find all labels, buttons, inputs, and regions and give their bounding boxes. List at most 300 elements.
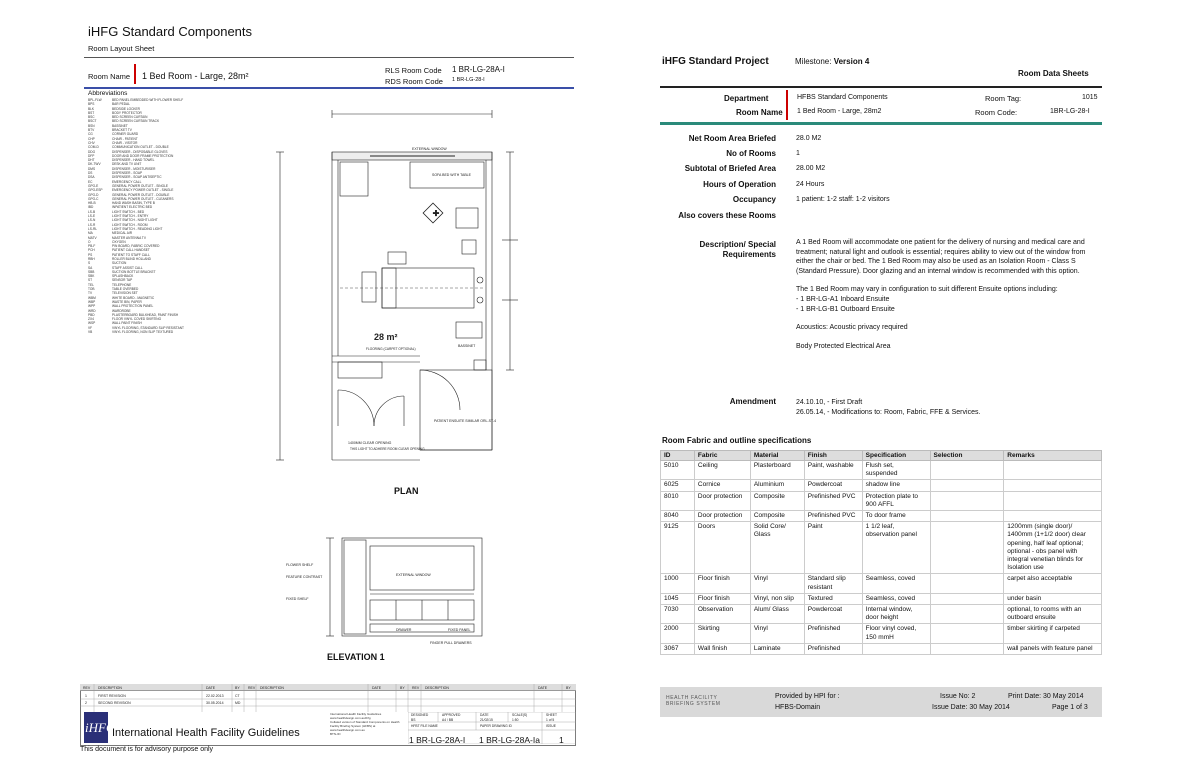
table-cell: Aluminium — [750, 480, 804, 491]
abbreviation-meaning: DISPENSER - SOAP — [112, 171, 143, 176]
floor-plan-drawing — [270, 100, 570, 490]
table-cell: Plasterboard — [750, 461, 804, 480]
table-cell — [930, 643, 1004, 654]
date-header: DATE — [480, 713, 489, 717]
rev-cell: 2 — [85, 701, 87, 705]
sheet-value: 1 of 5 — [546, 718, 555, 722]
abbreviation-code: DDG — [88, 149, 96, 154]
abbreviation-meaning: TELEVISION SET — [112, 291, 138, 296]
net-area-label: Net Room Area Briefed — [688, 134, 776, 143]
abbreviation-meaning: DISPENSER - HAND TOWEL — [112, 158, 155, 163]
abbreviation-meaning: CHAIR - PATIENT — [112, 136, 138, 141]
abbreviation-code: COM-D — [88, 145, 99, 150]
divider — [660, 86, 1102, 88]
elevation-finish-label: FINGER PULL DRAWERS — [430, 641, 472, 645]
abbreviation-code: GPO-C — [88, 196, 99, 201]
abbreviation-meaning: COMMUNICATION OUTLET - DOUBLE — [112, 145, 169, 150]
abbreviation-code: O — [88, 239, 91, 244]
table-cell: Door protection — [694, 511, 750, 522]
rev-by-cell: CT — [235, 694, 240, 698]
hours-value: 24 Hours — [796, 181, 825, 188]
elevation-window-label: EXTERNAL WINDOW — [396, 573, 431, 577]
abbreviation-code: CHV — [88, 140, 95, 145]
abbreviation-meaning: GENERAL POWER OUTLET - DOUBLE — [112, 192, 170, 197]
rds-room-code-label: RDS Room Code — [385, 77, 443, 86]
date-col-header: DATE — [372, 686, 382, 690]
abbreviation-code: DS — [88, 171, 93, 176]
elevation-flower-shelf-label: FLOWER SHELF — [286, 563, 314, 567]
amendment-item: 26.05.14, - Modifications to: Room, Fabric, FFE & Services. — [796, 408, 981, 416]
table-cell: Composite — [750, 511, 804, 522]
abbreviation-meaning: WALL PROTECTION PANEL — [112, 304, 154, 309]
abbreviation-code: TOB — [88, 287, 95, 292]
table-cell — [930, 624, 1004, 643]
table-cell: Wall finish — [694, 643, 750, 654]
table-row — [661, 593, 1102, 604]
table-cell — [930, 522, 1004, 574]
abbreviation-meaning: GENERAL POWER OUTLET - CLEANERS — [112, 196, 174, 201]
table-cell: 1 1/2 leaf, observation panel — [862, 522, 930, 574]
table-cell: Textured — [804, 593, 862, 604]
room-code-label: Room Code: — [975, 108, 1018, 117]
table-cell: Door protection — [694, 491, 750, 510]
table-body — [661, 461, 1102, 655]
abbreviation-meaning: PLASTERBOARD BULKHEAD, PAINT FINISH — [112, 312, 179, 317]
abbreviation-code: VB — [88, 330, 93, 335]
ensuite-option: - 1 BR-LG-B1 Outboard Ensuite — [796, 305, 895, 313]
right-sheet-title: iHFG Standard Project — [662, 56, 769, 67]
description-col-header: DESCRIPTION — [98, 686, 122, 690]
abbreviation-code: WRD — [88, 308, 96, 313]
room-tag-value: 1015 — [1082, 94, 1098, 101]
abbreviation-meaning: HAND WASH BASIN, TYPE B — [112, 201, 155, 206]
table-cell: 5010 — [661, 461, 695, 480]
abbreviation-meaning: STAFF ASSIST CALL — [112, 265, 143, 270]
abbreviation-code: BLK — [88, 106, 95, 111]
svg-text:✚: ✚ — [432, 209, 440, 218]
abbreviation-meaning: ROLLER BLIND HOLLAND — [112, 256, 151, 261]
sheet-header: SHEET — [546, 713, 557, 717]
scale-value: 1:50 — [512, 718, 519, 722]
abbreviation-code: BPS — [88, 102, 95, 107]
abbreviation-meaning: DOOR AND DOOR FRAME PROTECTION — [112, 153, 174, 158]
abbreviation-row — [88, 330, 278, 334]
revision-table-header — [80, 684, 576, 705]
rev-date-cell: 22.02.2013 — [206, 694, 224, 698]
by-col-header: BY — [235, 686, 240, 690]
hours-label: Hours of Operation — [703, 180, 776, 189]
abbreviation-meaning: EMERGENCY CALL — [112, 179, 142, 184]
plan-bassinet-label: BASSINET — [458, 344, 476, 348]
table-cell — [930, 511, 1004, 522]
description-paragraph: A 1 Bed Room will accommodate one patient for the delivery of nursing and medical care and treatment; natural light and outlook is essential; requires ability to view out of the window from either the chair or bed. The 1 Bed Room may also be used as an Isolation Room - Class S (Standard Pressure). Door glazing and an internal window is recommended with this option. — [796, 239, 1086, 275]
room-name-value: 1 Bed Room - Large, 28m² — [142, 71, 249, 81]
table-cell: 3067 — [661, 643, 695, 654]
plan-flooring-label: FLOORING (CARPET OPTIONAL) — [366, 347, 416, 351]
table-row — [661, 605, 1102, 624]
table-cell — [930, 593, 1004, 604]
abbreviation-meaning: BASSINET — [112, 123, 128, 128]
abbreviation-code: MA — [88, 231, 93, 236]
elevation-fixed-panel-label: FIXED PANEL — [448, 628, 471, 632]
abbreviation-code: VF — [88, 325, 93, 330]
elevation-label: ELEVATION 1 — [327, 652, 385, 662]
abbreviation-meaning: BED PANEL EMBEDDED WITH FLOWER SHELF — [112, 98, 184, 102]
table-cell: Prefinished PVC — [804, 491, 862, 510]
amendment-item: 24.10.10, - First Draft — [796, 399, 863, 406]
table-cell — [930, 480, 1004, 491]
footer-file-code: 1 BR-LG-28A-I — [409, 735, 466, 745]
abbreviation-meaning: PATIENT CALL HANDSET — [112, 248, 150, 253]
table-cell: Paint, washable — [804, 461, 862, 480]
abbreviation-meaning: BAR PEDAL — [112, 102, 130, 107]
abbreviation-meaning: DISPENSER - DISPOSABLE GLOVES — [112, 149, 168, 154]
table-cell: Cornice — [694, 480, 750, 491]
table-row — [661, 480, 1102, 491]
table-cell: Floor finish — [694, 574, 750, 593]
abbreviation-meaning: MEDICAL AIR — [112, 231, 133, 236]
room-code-value: 1BR-LG-28-I — [1050, 108, 1090, 115]
table-cell: Vinyl — [750, 574, 804, 593]
abbreviation-code: RBH — [88, 256, 95, 261]
description-paragraph: Body Protected Electrical Area — [796, 342, 891, 350]
left-sheet-title: iHFG Standard Components — [88, 24, 253, 39]
abbreviation-code: LS-RL — [88, 226, 98, 231]
abbreviation-meaning: TABLE OVERBED — [112, 287, 139, 292]
print-date: Print Date: 30 May 2014 — [1008, 693, 1084, 700]
table-cell: 8040 — [661, 511, 695, 522]
table-cell: Prefinished — [804, 624, 862, 643]
abbreviation-code: GPO-ESP — [88, 188, 103, 193]
abbreviation-code: TEL — [88, 282, 94, 287]
scale-header: SCALE(S) — [512, 713, 528, 717]
column-header: Material — [750, 451, 804, 461]
table-cell: 9125 — [661, 522, 695, 574]
issue-number: Issue No: 2 — [940, 693, 976, 700]
table-cell: under basin — [1004, 593, 1102, 604]
table-cell: Composite — [750, 491, 804, 510]
advisory-note: This document is for advisory purpose only — [80, 746, 214, 753]
organization-name: International Health Facility Guidelines — [112, 727, 300, 739]
milestone-label: Milestone: — [795, 57, 832, 66]
abbreviation-code: WBP — [88, 299, 96, 304]
abbreviation-meaning: MASTER ANTENNA TV — [112, 235, 146, 240]
abbreviation-code: DFP — [88, 153, 95, 158]
rev-col-header: REV — [248, 686, 256, 690]
abbreviation-code: DK-TWV — [88, 162, 101, 167]
by-col-header: BY — [566, 686, 571, 690]
room-name-value: 1 Bed Room - Large, 28m2 — [797, 108, 882, 115]
abbreviation-code: PB-F — [88, 244, 96, 249]
no-rooms-label: No of Rooms — [726, 149, 776, 158]
abbreviation-code: PCH — [88, 248, 95, 253]
table-cell: Floor vinyl coved, 150 mmH — [862, 624, 930, 643]
abbreviation-code: LS-N — [88, 218, 96, 223]
approved-value: A4 / BB — [442, 718, 454, 722]
table-cell: Flush set, suspended — [862, 461, 930, 480]
date-col-header: DATE — [538, 686, 548, 690]
divider — [660, 122, 1102, 125]
abbreviation-meaning: BEDSIDE LOCKER — [112, 106, 140, 111]
rds-footer — [660, 687, 1102, 717]
abbreviations-list — [88, 98, 278, 334]
abbreviation-meaning: BED SCREEN CURTAIN — [112, 115, 148, 120]
logo-line: HEALTH FACILITY — [666, 695, 718, 701]
abbreviation-code: SA — [88, 265, 93, 270]
table-cell: Skirting — [694, 624, 750, 643]
subtotal-value: 28.00 M2 — [796, 165, 826, 172]
abbreviation-code: BTV — [88, 128, 95, 133]
abbreviation-meaning: WHITE BOARD - MAGNETIC — [112, 295, 155, 300]
revision-table — [80, 684, 576, 712]
table-cell: Seamless, coved — [862, 574, 930, 593]
rev-cell: 1 — [85, 694, 87, 698]
abbreviation-code: PS — [88, 252, 93, 257]
table-cell: Prefinished — [804, 643, 862, 654]
abbreviation-meaning: OXYGEN — [112, 239, 126, 244]
amendment-label: Amendment — [729, 397, 776, 406]
table-cell: timber skirting if carpeted — [1004, 624, 1102, 643]
plan-sofa-label: SOFA BED WITH TABLE — [432, 173, 471, 177]
logo-line: BRIEFING SYSTEM — [666, 701, 721, 707]
table-cell: Seamless, coved — [862, 593, 930, 604]
abbreviation-meaning: CHAIR - VISITOR — [112, 140, 138, 145]
file-name-label: HFBT FILE NAME — [411, 724, 438, 728]
abbreviation-meaning: LIGHT SWITCH - BED — [112, 209, 145, 214]
abbreviation-meaning: SUCTION — [112, 261, 127, 266]
column-header: Selection — [930, 451, 1004, 461]
table-row — [661, 624, 1102, 643]
sheet-type: Room Data Sheets — [1018, 69, 1089, 78]
abbreviation-meaning: VINYL FLOORING, NON SLIP TEXTURED — [112, 330, 174, 335]
table-cell: carpet also acceptable — [1004, 574, 1102, 593]
abbreviation-meaning: EMERGENCY POWER OUTLET - SINGLE — [112, 188, 174, 193]
abbreviation-code: WPP — [88, 304, 96, 309]
table-cell — [1004, 511, 1102, 522]
date-col-header: DATE — [206, 686, 216, 690]
covers-rooms-label: Also covers these Rooms — [678, 211, 776, 220]
table-cell: Protection plate to 900 AFFL — [862, 491, 930, 510]
rev-date-cell: 30.05.2014 — [206, 701, 224, 705]
plan-area-label: 28 m² — [374, 332, 398, 342]
abbreviation-meaning: WARDROBE — [112, 308, 131, 313]
fabric-spec-table — [660, 450, 1102, 655]
table-cell — [1004, 480, 1102, 491]
milestone-value: Version 4 — [833, 57, 870, 66]
column-header: Specification — [862, 451, 930, 461]
room-name-label: Room Name — [88, 72, 131, 81]
abbreviation-meaning: FLOOR VINYL COVED SKIRTING — [112, 317, 162, 322]
table-cell: shadow line — [862, 480, 930, 491]
abbreviation-meaning: GENERAL POWER OUTLET - SINGLE — [112, 183, 168, 188]
abbreviation-code: EC — [88, 179, 93, 184]
abbreviation-code: DSA — [88, 175, 95, 180]
abbreviation-meaning: SUCTION BOTTLE BRACKET — [112, 269, 156, 274]
department-label: Department — [724, 94, 769, 103]
abbreviation-code: BPL-FLW — [88, 98, 102, 102]
table-cell — [930, 605, 1004, 624]
abbreviation-code: LS-E — [88, 214, 96, 219]
abbreviation-meaning: WALL PAINT FINISH — [112, 321, 142, 326]
abbreviation-code: IBD — [88, 205, 94, 210]
no-rooms-value: 1 — [796, 150, 800, 157]
divider — [84, 87, 574, 89]
rev-description-cell: SECOND REVISION — [98, 701, 131, 705]
table-cell: Prefinished PVC — [804, 511, 862, 522]
abbreviation-meaning: BED SCREEN CURTAIN TRACK — [112, 119, 160, 124]
description-col-header: DESCRIPTION — [260, 686, 284, 690]
elevation-drawing — [270, 520, 520, 648]
abbreviation-code: GPO-D — [88, 192, 99, 197]
plan-ensuite-label: PATIENT ENSUITE SIMILAR ORL-ST-4 — [434, 419, 497, 423]
abbreviation-code: WSP — [88, 321, 96, 326]
table-row — [661, 643, 1102, 654]
table-cell: Powdercoat — [804, 605, 862, 624]
table-cell: Standard slip resistant — [804, 574, 862, 593]
column-header: Remarks — [1004, 451, 1102, 461]
abbreviation-meaning: LIGHT SWITCH - ROOM — [112, 222, 148, 227]
abbreviation-meaning: SPLASHBACK — [112, 274, 134, 279]
abbreviation-code: ST — [88, 278, 93, 283]
abbreviation-code: SBB — [88, 269, 95, 274]
accent-bar — [786, 90, 788, 120]
table-cell: Solid Core/ Glass — [750, 522, 804, 574]
table-cell: 1045 — [661, 593, 695, 604]
table-row — [661, 491, 1102, 510]
table-header-row — [661, 451, 1102, 461]
abbreviation-meaning: DESK AND TV UNIT — [112, 162, 142, 167]
room-name-label: Room Name — [736, 108, 783, 117]
abbreviation-code: WBM — [88, 295, 96, 300]
column-header: Fabric — [694, 451, 750, 461]
hfbs-logo — [666, 695, 721, 707]
table-cell: Ceiling — [694, 461, 750, 480]
abbreviation-meaning: LIGHT SWITCH - NIGHT LIGHT — [112, 218, 158, 223]
elevation-fixed-shelf-label: FIXED SHELF — [286, 597, 309, 601]
table-cell: 6025 — [661, 480, 695, 491]
occupancy-value: 1 patient: 1-2 staff: 1-2 visitors — [796, 196, 890, 203]
rls-room-code-label: RLS Room Code — [385, 66, 442, 75]
table-cell: To door frame — [862, 511, 930, 522]
abbreviation-code: PBD — [88, 312, 95, 317]
rls-room-code-value: 1 BR-LG-28A-I — [452, 65, 505, 74]
table-cell: Alum/ Glass — [750, 605, 804, 624]
abbreviation-meaning: VINYL FLOORING, STANDARD SLIP RESISTANT — [112, 325, 184, 330]
table-cell: Doors — [694, 522, 750, 574]
table-cell: optional, to rooms with an outboard ensuite — [1004, 605, 1102, 624]
milestone — [795, 57, 869, 66]
abbreviation-meaning: PATIENT TO STAFF CALL — [112, 252, 150, 257]
table-cell: 2000 — [661, 624, 695, 643]
date-value: 21/02/15 — [480, 718, 493, 722]
table-cell — [930, 574, 1004, 593]
abbreviation-meaning: SENSOR TAP — [112, 278, 133, 283]
abbreviation-code: CG — [88, 132, 93, 137]
rev-description-cell: FIRST REVISION — [98, 694, 126, 698]
rds-room-code-value: 1 BR-LG-28-I — [452, 77, 485, 83]
plan-clear-opening-label: 1400MM CLEAR OPENING — [348, 441, 392, 445]
description-label: Description/ Special Requirements — [699, 240, 776, 259]
column-header: Finish — [804, 451, 862, 461]
elevation-feature-contrast-label: FEATURE CONTRAST — [286, 575, 323, 579]
abbreviation-code: ZX4 — [88, 317, 94, 322]
abbreviation-code: CHP — [88, 136, 95, 141]
plan-basin-note: THIS LIGHT TO ADHERE ROOM CLEAR OPENING — [350, 447, 425, 451]
abbreviation-code: BST — [88, 110, 95, 115]
table-cell: Internal window, door height — [862, 605, 930, 624]
abbreviation-meaning: INPATIENT ELECTRIC BED — [112, 205, 153, 210]
table-cell — [930, 461, 1004, 480]
description-paragraph: Acoustics: Acoustic privacy required — [796, 324, 908, 332]
occupancy-label: Occupancy — [732, 195, 776, 204]
table-cell — [1004, 491, 1102, 510]
abbreviation-meaning: DISPENSER - MOISTURISER — [112, 166, 156, 171]
table-cell: 1200mm (single door)/ 1400mm (1+1/2 door) clear opening, half leaf optional; optional - obs panel with integral venetian blinds for Isolation use — [1004, 522, 1102, 574]
abbreviation-meaning: BRACKET TV — [112, 128, 132, 133]
abbreviation-code: BSC — [88, 115, 95, 120]
abbreviation-code: GPO-E — [88, 183, 99, 188]
abbreviation-code: LS-B — [88, 209, 96, 214]
department-value: HFBS Standard Components — [797, 94, 888, 101]
issue-date: Issue Date: 30 May 2014 — [932, 704, 1010, 711]
ensuite-option: - 1 BR-LG-A1 Inboard Ensuite — [796, 295, 890, 303]
table-cell: wall panels with feature panel — [1004, 643, 1102, 654]
room-tag-label: Room Tag: — [985, 94, 1022, 103]
table-cell — [862, 643, 930, 654]
description-col-header: DESCRIPTION — [425, 686, 449, 690]
abbreviation-meaning: DISPENSER - SOAP ANTISEPTIC — [112, 175, 162, 180]
table-cell: 8010 — [661, 491, 695, 510]
abbreviation-code: TV — [88, 291, 93, 296]
abbreviation-code: SBK — [88, 274, 95, 279]
net-area-value: 28.0 M2 — [796, 135, 822, 142]
table-cell: Vinyl — [750, 624, 804, 643]
designed-header: DESIGNED — [411, 713, 429, 717]
elevation-drawer-label: DRAWER — [396, 628, 412, 632]
page-number: Page 1 of 3 — [1052, 704, 1088, 711]
left-sheet-subtitle: Room Layout Sheet — [88, 44, 155, 53]
amendment-value — [796, 398, 1096, 417]
table-cell: 7030 — [661, 605, 695, 624]
designed-value: BS — [411, 718, 416, 722]
rev-by-cell: MD — [235, 701, 241, 705]
abbreviation-meaning: TELEPHONE — [112, 282, 132, 287]
abbreviation-meaning: BODY PROTECTOR — [112, 110, 142, 115]
abbreviations-title: Abbreviations — [88, 90, 128, 97]
abbreviation-code: S — [88, 261, 91, 266]
table-row — [661, 522, 1102, 574]
table-row — [661, 511, 1102, 522]
provided-by-value: HFBS-Domain — [775, 704, 821, 711]
issue-label: ISSUE — [546, 724, 556, 728]
table-cell: Observation — [694, 605, 750, 624]
table-cell: Vinyl, non slip — [750, 593, 804, 604]
table-cell: Laminate — [750, 643, 804, 654]
abbreviation-code: LS-R — [88, 222, 96, 227]
abbreviation-code: BSN — [88, 123, 95, 128]
provided-by-label: Provided by HPI for : — [775, 693, 840, 700]
abbreviation-code: BSCT — [88, 119, 97, 124]
divider — [84, 57, 574, 58]
table-cell: 1000 — [661, 574, 695, 593]
rev-col-header: REV — [412, 686, 420, 690]
abbreviation-meaning: LIGHT SWITCH - ENTRY — [112, 214, 149, 219]
paper-drawing-label: PAPER DRAWING ID — [480, 724, 512, 728]
column-header: ID — [661, 451, 695, 461]
abbreviation-code: DMS — [88, 166, 96, 171]
table-cell: Floor finish — [694, 593, 750, 604]
table-cell: Paint — [804, 522, 862, 574]
